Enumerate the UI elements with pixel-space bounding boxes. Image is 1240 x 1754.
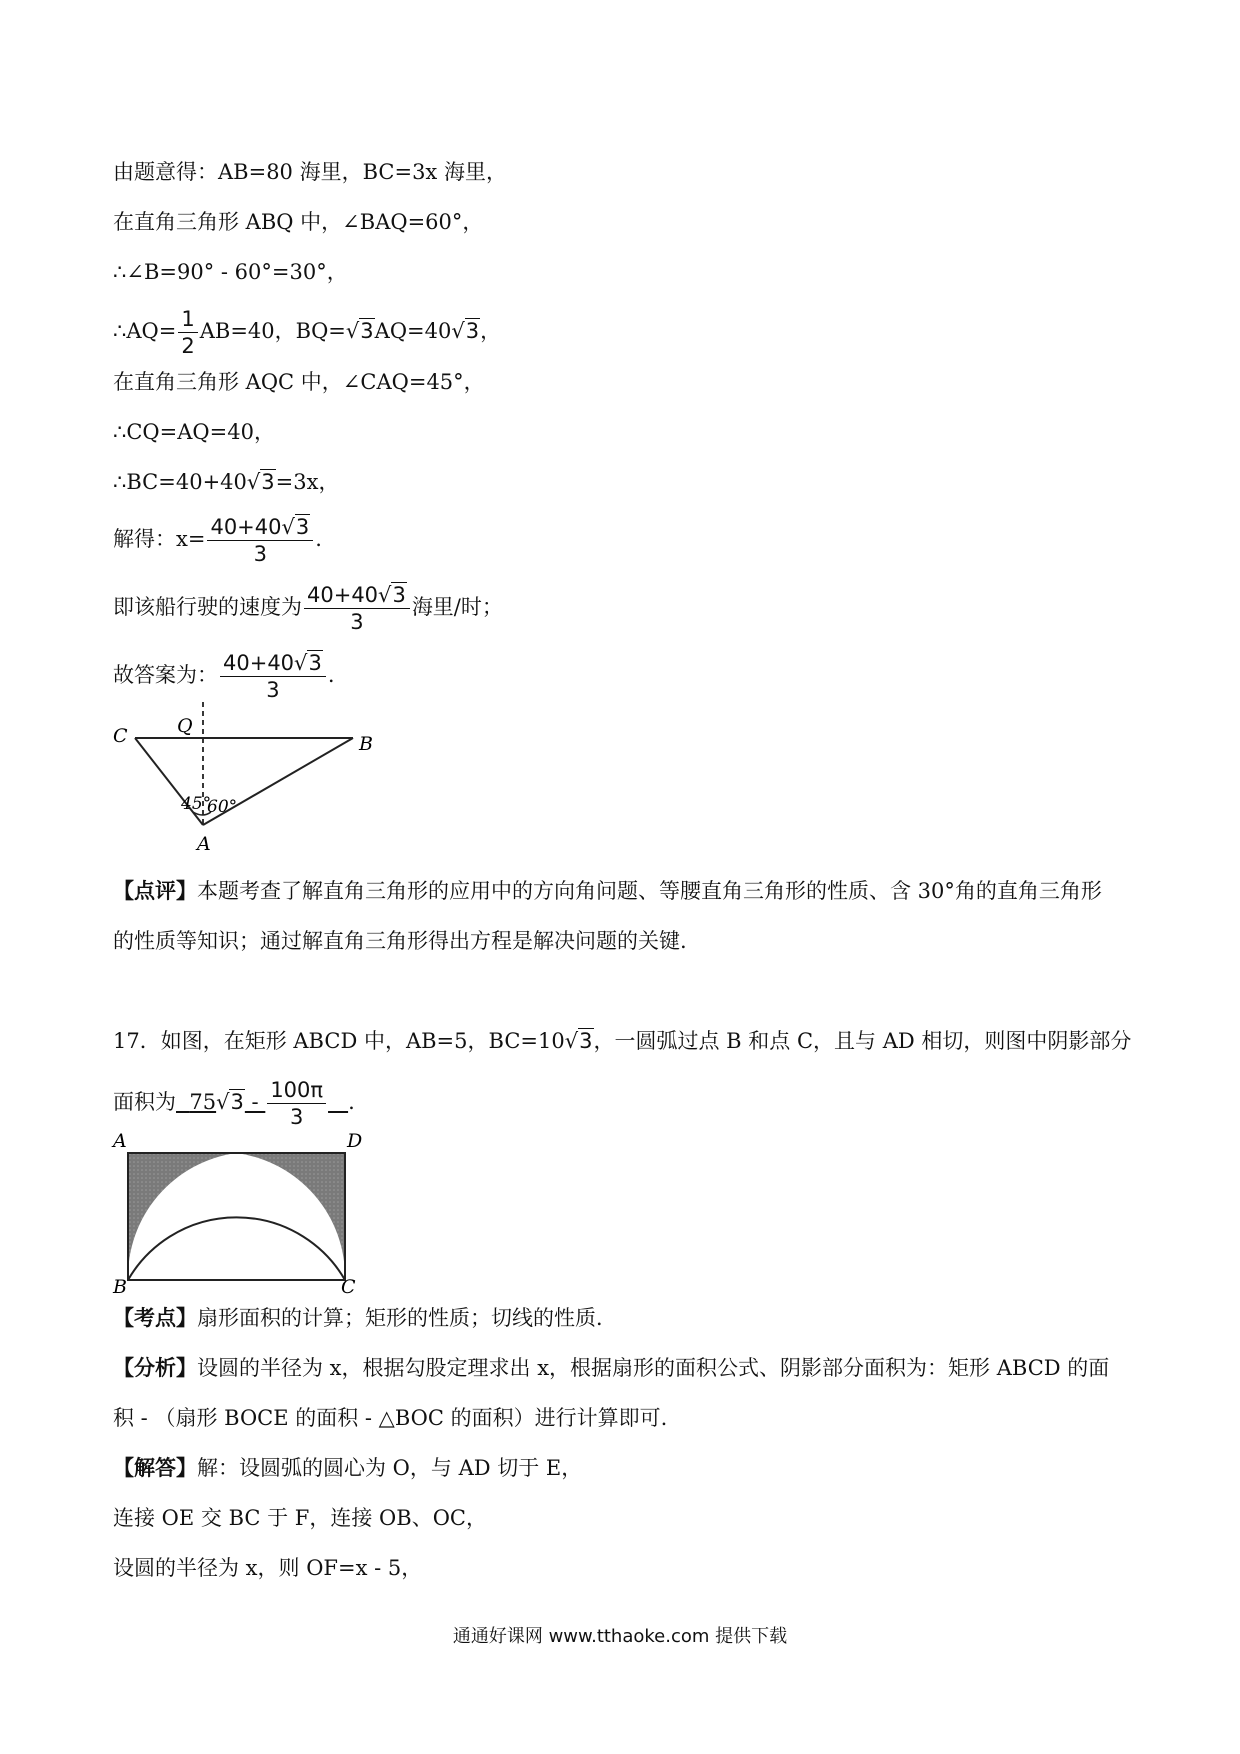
text-line — [113, 583, 503, 634]
text-segment: AB=40，BQ= — [199, 319, 346, 343]
text-line — [113, 651, 335, 702]
label-a: A — [113, 1130, 127, 1152]
section-tag: 【点评】 — [113, 879, 197, 903]
radicand: 3 — [360, 319, 374, 343]
text-segment: . — [348, 1090, 355, 1114]
text-segment: - — [244, 1090, 266, 1114]
fraction-numerator — [220, 651, 326, 677]
text-line — [113, 515, 322, 566]
sqrt: √3 — [281, 515, 310, 539]
radicand: 3 — [261, 470, 275, 494]
text-line: ∴∠B=90° - 60°=30°， — [113, 260, 348, 284]
fraction-denominator: 3 — [289, 1105, 304, 1129]
text-line: 积 - （扇形 BOCE 的面积 - △BOC 的面积）进行计算即可. — [113, 1406, 668, 1430]
sqrt: √3 — [294, 651, 322, 675]
text-segment: 75 — [189, 1090, 217, 1114]
fraction-denominator: 3 — [253, 542, 268, 566]
text-segment: 40+40 — [210, 515, 282, 539]
fraction-denominator: 2 — [181, 334, 195, 358]
triangle-figure — [105, 700, 385, 860]
sqrt: √3 — [451, 319, 480, 343]
text-line — [113, 1026, 1131, 1056]
text-line: 在直角三角形 ABQ 中，∠BAQ=60°， — [113, 210, 484, 234]
text-segment: 即该船行驶的速度为 — [113, 595, 302, 619]
text-segment: ， — [480, 319, 502, 343]
sqrt: √3 — [378, 583, 406, 607]
text-line — [113, 1353, 1109, 1383]
sqrt: √3 — [246, 470, 275, 494]
fraction-numerator — [304, 583, 410, 609]
text-segment: . — [315, 527, 322, 551]
label-b: B — [359, 733, 373, 755]
text-segment: 面积为 — [113, 1090, 176, 1114]
fraction-numerator: 100π — [267, 1078, 326, 1104]
radicand: 3 — [308, 651, 322, 675]
text-line: 连接 OE 交 BC 于 F，连接 OB、OC， — [113, 1506, 487, 1530]
text-line: 在直角三角形 AQC 中，∠CAQ=45°， — [113, 370, 485, 394]
label-b: B — [113, 1276, 127, 1295]
answer-blank — [176, 1078, 348, 1129]
circle-arc — [128, 1217, 345, 1280]
section-tag: 【分析】 — [113, 1356, 197, 1380]
sqrt: √3 — [216, 1090, 244, 1114]
text-segment: 扇形面积的计算；矩形的性质；切线的性质． — [197, 1306, 617, 1330]
text-segment: ∴BC=40+40 — [113, 470, 247, 494]
radicand: 3 — [465, 319, 480, 343]
text-segment: 40+40 — [223, 651, 295, 675]
text-line — [113, 1303, 617, 1333]
text-line: 由题意得：AB=80 海里，BC=3x 海里， — [113, 160, 507, 184]
text-line — [113, 1078, 355, 1129]
fraction — [178, 307, 197, 358]
text-segment: 故答案为： — [113, 663, 218, 687]
label-c: C — [113, 725, 128, 747]
text-segment: 设圆的半径为 x，根据勾股定理求出 x，根据扇形的面积公式、阴影部分面积为：矩形 ABCD 的面 — [197, 1356, 1110, 1380]
radicand: 3 — [392, 583, 406, 607]
section-tag: 【考点】 — [113, 1306, 197, 1330]
radicand: 3 — [230, 1090, 244, 1114]
text-segment: 解得：x= — [113, 527, 206, 551]
text-segment: 解：设圆弧的圆心为 O，与 AD 切于 E， — [197, 1456, 583, 1480]
text-segment: . — [327, 663, 335, 687]
fraction — [207, 515, 313, 566]
text-segment: 海里/时； — [411, 595, 503, 619]
label-c: C — [341, 1276, 356, 1295]
label-a: A — [197, 833, 211, 855]
rectangle-arc-figure — [105, 1125, 375, 1295]
fraction — [267, 1078, 326, 1129]
text-segment: ，一圆弧过点 B 和点 C，且与 AD 相切，则图中阴影部分 — [593, 1029, 1132, 1053]
text-line — [113, 876, 1102, 906]
text-segment: AQ=40 — [374, 319, 452, 343]
label-q: Q — [177, 715, 193, 737]
label-d: D — [347, 1130, 363, 1152]
radicand: 3 — [295, 515, 310, 539]
fraction-numerator — [207, 515, 313, 541]
label-angle-45: 45° — [181, 794, 212, 814]
section-tag: 【解答】 — [113, 1456, 197, 1480]
text-line — [113, 307, 501, 358]
text-line: 设圆的半径为 x，则 OF=x - 5， — [113, 1556, 423, 1580]
text-segment: ∴AQ= — [113, 319, 177, 343]
text-line — [113, 467, 339, 497]
text-line: 的性质等知识；通过解直角三角形得出方程是解决问题的关键. — [113, 929, 687, 953]
fraction — [304, 583, 410, 634]
text-segment: =3x， — [275, 470, 340, 494]
fraction-denominator: 3 — [350, 610, 364, 634]
text-segment: 40+40 — [307, 583, 379, 607]
label-angle-60: 60° — [207, 797, 238, 817]
sqrt: √3 — [564, 1029, 593, 1053]
fraction — [220, 651, 326, 702]
sqrt: √3 — [345, 319, 374, 343]
text-segment: 本题考查了解直角三角形的应用中的方向角问题、等腰直角三角形的性质、含 30°角的直角三角形 — [197, 879, 1102, 903]
page-footer: 通通好课网 www.tthaoke.com 提供下载 — [452, 1626, 788, 1647]
text-line: ∴CQ=AQ=40， — [113, 420, 275, 444]
fraction-numerator: 1 — [178, 307, 197, 333]
radicand: 3 — [579, 1029, 593, 1053]
text-segment: 17．如图，在矩形 ABCD 中，AB=5，BC=10 — [113, 1029, 565, 1053]
fraction-denominator: 3 — [266, 678, 280, 702]
text-line — [113, 1453, 582, 1483]
